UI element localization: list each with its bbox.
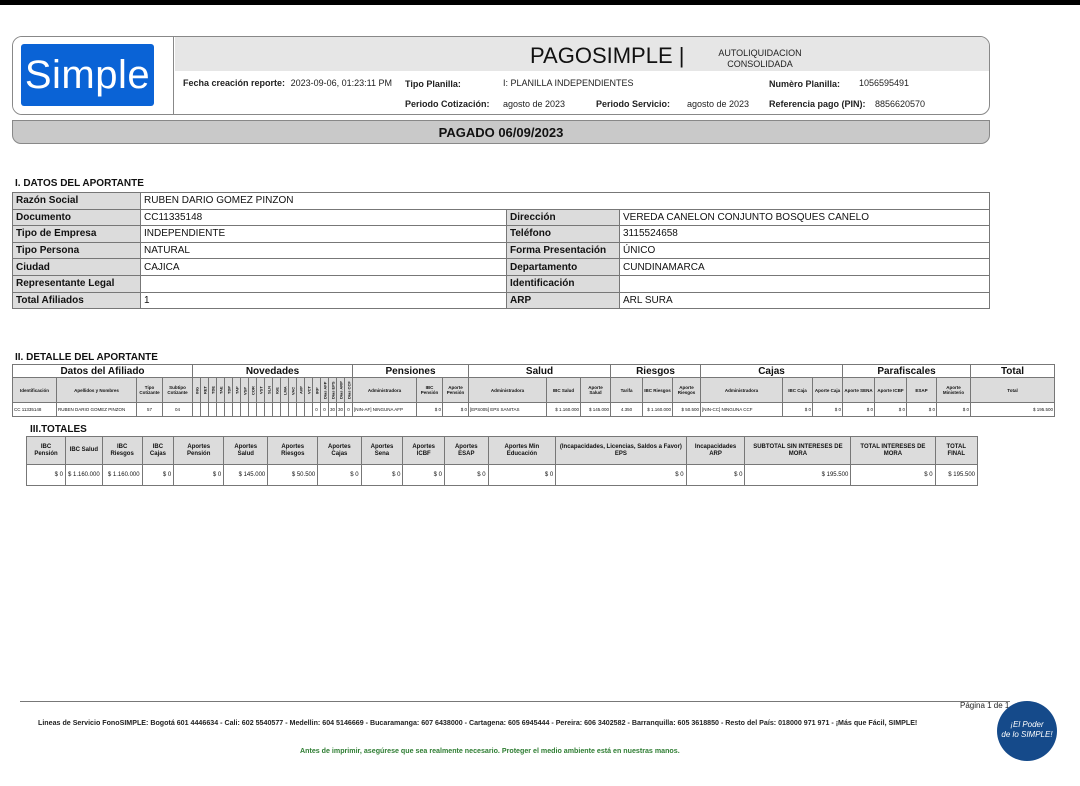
cell-novedad xyxy=(249,403,257,417)
cell-tipo: 57 xyxy=(137,403,163,417)
table-row xyxy=(13,259,990,276)
detalle-aportante-table xyxy=(12,364,1055,417)
section-totales-title: III.TOTALES xyxy=(30,424,87,435)
column-header: Total xyxy=(971,378,1055,403)
fecha-value: 2023-09-06, 01:23:11 PM xyxy=(290,78,392,88)
column-header: TDP xyxy=(225,378,233,403)
column-header: (Incapacidades, Licencias, Saldos a Favor) EPS xyxy=(556,437,686,465)
total-value: $ 1.160.000 xyxy=(65,465,102,486)
column-header: IBC Riesgos xyxy=(102,437,142,465)
column-header: Tipo Cotizante xyxy=(137,378,163,403)
column-header: TDE xyxy=(209,378,217,403)
cell-novedad: 0 xyxy=(313,403,321,417)
total-value: $ 0 xyxy=(686,465,745,486)
total-value: $ 0 xyxy=(556,465,686,486)
cell-novedad xyxy=(281,403,289,417)
field-value: CUNDINAMARCA xyxy=(620,259,990,276)
total-value: $ 0 xyxy=(488,465,556,486)
column-header: IBC Salud xyxy=(547,378,581,403)
cell-novedad xyxy=(209,403,217,417)
cell-novedad xyxy=(233,403,241,417)
column-header: Aportes ESAP xyxy=(444,437,488,465)
field-label: Representante Legal xyxy=(13,275,141,292)
column-header: IRP xyxy=(313,378,321,403)
field-value: 1 xyxy=(141,292,507,309)
column-header: Administradora xyxy=(353,378,417,403)
column-header: VSP xyxy=(241,378,249,403)
column-header: Aportes Salud xyxy=(224,437,268,465)
column-header: VAC xyxy=(289,378,297,403)
column-header: Aporte Riesgos xyxy=(673,378,701,403)
group-header: Total xyxy=(971,365,1055,378)
column-header: Subtipo Cotizante xyxy=(163,378,193,403)
column-header: TOTAL INTERESES DE MORA xyxy=(851,437,935,465)
cell-novedad xyxy=(273,403,281,417)
cell-caja-admin: [NIN-CC] NINGUNA CCF xyxy=(701,403,783,417)
total-value: $ 195.500 xyxy=(745,465,851,486)
column-header: Días AFP xyxy=(321,378,329,403)
tipo-planilla-label: Tipo Planilla: xyxy=(405,79,461,89)
logo-cell xyxy=(13,37,174,115)
column-header: TAP xyxy=(233,378,241,403)
column-header: ING xyxy=(193,378,201,403)
column-header: IBC Caja xyxy=(783,378,813,403)
field-value: ARL SURA xyxy=(620,292,990,309)
badge-line1: ¡El Poder xyxy=(1010,720,1044,729)
column-header: COR xyxy=(249,378,257,403)
field-value xyxy=(620,275,990,292)
column-header: Aportes Cajas xyxy=(318,437,361,465)
cell-ibc-salud: $ 1.160.000 xyxy=(547,403,581,417)
column-header: Administradora xyxy=(701,378,783,403)
total-value: $ 195.500 xyxy=(935,465,977,486)
column-header: Aporte Pensión xyxy=(443,378,469,403)
table-row xyxy=(13,209,990,226)
field-label: Ciudad xyxy=(13,259,141,276)
field-value: CAJICA xyxy=(141,259,507,276)
column-header: IBC Cajas xyxy=(142,437,174,465)
cell-aporte-riesgos: $ 50.500 xyxy=(673,403,701,417)
field-label: Forma Presentación xyxy=(507,242,620,259)
cell-salud-admin: [EPS005] EPS SANITAS xyxy=(469,403,547,417)
column-header: Aporte ICBF xyxy=(875,378,907,403)
section-detalle-title: II. DETALLE DEL APORTANTE xyxy=(15,352,158,363)
subtitle-line2: CONSOLIDADA xyxy=(727,59,793,69)
total-value: $ 0 xyxy=(27,465,66,486)
cell-esap: $ 0 xyxy=(907,403,937,417)
field-value: VEREDA CANELON CONJUNTO BOSQUES CANELO xyxy=(620,209,990,226)
fecha-label: Fecha creación reporte: xyxy=(183,78,286,88)
cell-novedad: 0 xyxy=(345,403,353,417)
cell-novedad: 0 xyxy=(321,403,329,417)
column-header: Apellidos y Nombres xyxy=(57,378,137,403)
field-label: Tipo Persona xyxy=(13,242,141,259)
total-value: $ 0 xyxy=(361,465,403,486)
group-header: Novedades xyxy=(193,365,353,378)
table-row xyxy=(13,242,990,259)
column-header: Administradora xyxy=(469,378,547,403)
column-header: IBC Salud xyxy=(65,437,102,465)
cell-sena: $ 0 xyxy=(843,403,875,417)
cell-novedad xyxy=(265,403,273,417)
field-label: Total Afiliados xyxy=(13,292,141,309)
total-value: $ 0 xyxy=(403,465,445,486)
column-header: RET xyxy=(201,378,209,403)
field-label: ARP xyxy=(507,292,620,309)
cell-novedad xyxy=(289,403,297,417)
cell-novedad xyxy=(217,403,225,417)
total-value: $ 1.160.000 xyxy=(102,465,142,486)
header-title-band xyxy=(175,37,989,71)
cell-novedad xyxy=(297,403,305,417)
periodo-cotizacion-value: agosto de 2023 xyxy=(503,99,566,109)
group-header: Datos del Afiliado xyxy=(13,365,193,378)
cell-ibc-pension: $ 0 xyxy=(417,403,443,417)
periodo-servicio-value: agosto de 2023 xyxy=(687,99,750,109)
cell-novedad: 30 xyxy=(329,403,337,417)
cell-aporte-caja: $ 0 xyxy=(813,403,843,417)
section-datos-title: I. DATOS DEL APORTANTE xyxy=(15,178,144,189)
cell-identificacion: CC 11335148 xyxy=(13,403,57,417)
total-value: $ 145.000 xyxy=(224,465,268,486)
column-header: IBC Pensión xyxy=(417,378,443,403)
cell-nombre: RUBEN DARIO GOMEZ PINZON xyxy=(57,403,137,417)
column-header: Aporte Ministerio xyxy=(937,378,971,403)
payment-status: PAGADO 06/09/2023 xyxy=(12,120,990,144)
group-header: Riesgos xyxy=(611,365,701,378)
column-header: ESAP xyxy=(907,378,937,403)
field-value xyxy=(141,275,507,292)
field-value: ÚNICO xyxy=(620,242,990,259)
column-header: Tarifa xyxy=(611,378,643,403)
column-header: Aportes ICBF xyxy=(403,437,445,465)
cell-novedad xyxy=(193,403,201,417)
cell-icbf: $ 0 xyxy=(875,403,907,417)
cell-novedad xyxy=(225,403,233,417)
numero-planilla-value: 1056595491 xyxy=(859,78,910,88)
referencia-label: Referencia pago (PIN): xyxy=(769,99,866,109)
column-header: VST xyxy=(257,378,265,403)
column-header: Aporte Caja xyxy=(813,378,843,403)
report-subtitle xyxy=(715,48,805,70)
group-header: Cajas xyxy=(701,365,843,378)
field-value: CC11335148 xyxy=(141,209,507,226)
column-header: SLN xyxy=(265,378,273,403)
column-header: Aportes Min Educación xyxy=(488,437,556,465)
field-value: 3115524658 xyxy=(620,226,990,243)
field-label: Identificación xyxy=(507,275,620,292)
tipo-planilla-value: I: PLANILLA INDEPENDIENTES xyxy=(503,78,634,88)
column-header: Días CCF xyxy=(345,378,353,403)
total-value: $ 0 xyxy=(142,465,174,486)
cell-tarifa: 4.350 xyxy=(611,403,643,417)
column-header: Aportes Sena xyxy=(361,437,403,465)
table-row xyxy=(27,465,978,486)
column-header: Aportes Riesgos xyxy=(268,437,318,465)
referencia-value: 8856620570 xyxy=(875,99,926,109)
cell-novedad xyxy=(241,403,249,417)
group-header: Parafiscales xyxy=(843,365,971,378)
cell-novedad xyxy=(305,403,313,417)
page-number: Página 1 de 1 xyxy=(960,701,1010,710)
footer-divider xyxy=(20,701,1010,702)
simple-logo xyxy=(21,44,154,106)
cell-total: $ 195.500 xyxy=(971,403,1055,417)
logo-text: Simple xyxy=(24,53,151,97)
field-label: Tipo de Empresa xyxy=(13,226,141,243)
field-label: Documento xyxy=(13,209,141,226)
cell-ibc-caja: $ 0 xyxy=(783,403,813,417)
subtitle-line1: AUTOLIQUIDACION xyxy=(718,48,802,58)
razon-social-value: RUBEN DARIO GOMEZ PINZON xyxy=(141,193,990,210)
table-row xyxy=(13,226,990,243)
table-row xyxy=(13,193,990,210)
environment-note: Antes de imprimir, asegúrese que sea realmente necesario. Proteger el medio ambiente está en nuestras manos. xyxy=(300,747,680,755)
top-border xyxy=(0,0,1080,5)
total-value: $ 0 xyxy=(174,465,224,486)
column-header: Días EPS xyxy=(329,378,337,403)
totales-table xyxy=(26,436,978,486)
table-row xyxy=(13,403,1055,417)
total-value: $ 0 xyxy=(444,465,488,486)
column-header: Aporte SENA xyxy=(843,378,875,403)
report-header xyxy=(12,36,990,115)
total-value: $ 0 xyxy=(851,465,935,486)
datos-aportante-table xyxy=(12,192,990,309)
total-value: $ 50.500 xyxy=(268,465,318,486)
periodo-cotizacion-label: Periodo Cotización: xyxy=(405,99,490,109)
cell-novedad xyxy=(257,403,265,417)
column-header: Aportes Pensión xyxy=(174,437,224,465)
cell-novedad xyxy=(201,403,209,417)
column-header: IGE xyxy=(273,378,281,403)
column-header: TOTAL FINAL xyxy=(935,437,977,465)
cell-subtipo: 04 xyxy=(163,403,193,417)
column-header: IBC Pensión xyxy=(27,437,66,465)
numero-planilla-label: Numèro Planilla: xyxy=(769,79,841,89)
column-header: Días ARP xyxy=(337,378,345,403)
cell-pension-admin: [NIN-AF] NINGUNA AFP xyxy=(353,403,417,417)
column-header: Aporte Salud xyxy=(581,378,611,403)
razon-social-label: Razón Social xyxy=(13,193,141,210)
cell-novedad: 30 xyxy=(337,403,345,417)
field-label: Departamento xyxy=(507,259,620,276)
table-row xyxy=(13,275,990,292)
column-header: VCT xyxy=(305,378,313,403)
field-value: INDEPENDIENTE xyxy=(141,226,507,243)
column-header: LMA xyxy=(281,378,289,403)
column-header: SUBTOTAL SIN INTERESES DE MORA xyxy=(745,437,851,465)
column-header: TAE xyxy=(217,378,225,403)
badge-line2: de lo SIMPLE! xyxy=(1001,730,1053,739)
column-header: Identificación xyxy=(13,378,57,403)
group-header: Pensiones xyxy=(353,365,469,378)
total-value: $ 0 xyxy=(318,465,361,486)
group-header: Salud xyxy=(469,365,611,378)
table-row xyxy=(13,292,990,309)
field-label: Teléfono xyxy=(507,226,620,243)
periodo-servicio-label: Periodo Servicio: xyxy=(596,99,671,109)
cell-aporte-pension: $ 0 xyxy=(443,403,469,417)
cell-ministerio: $ 0 xyxy=(937,403,971,417)
service-lines: Lineas de Servicio FonoSIMPLE: Bogotá 601 4446634 - Cali: 602 5540577 - Medellin: 604 5146669 - Bucaramanga: 607 6438000 - Cartagena: 605 6945444 - Pereira: 606 3402582 - Barranquilla: 605 3618850 - Resto del País: 018000 971 971 - ¡Más que Fácil, SIMPLE! xyxy=(38,719,918,727)
field-label: Dirección xyxy=(507,209,620,226)
cell-aporte-salud: $ 145.000 xyxy=(581,403,611,417)
page-title: PAGOSIMPLE | xyxy=(530,43,685,68)
column-header: IBC Riesgos xyxy=(643,378,673,403)
cell-ibc-riesgos: $ 1.160.000 xyxy=(643,403,673,417)
simple-badge xyxy=(997,701,1057,761)
field-value: NATURAL xyxy=(141,242,507,259)
column-header: Incapacidades ARP xyxy=(686,437,745,465)
column-header: AVP xyxy=(297,378,305,403)
